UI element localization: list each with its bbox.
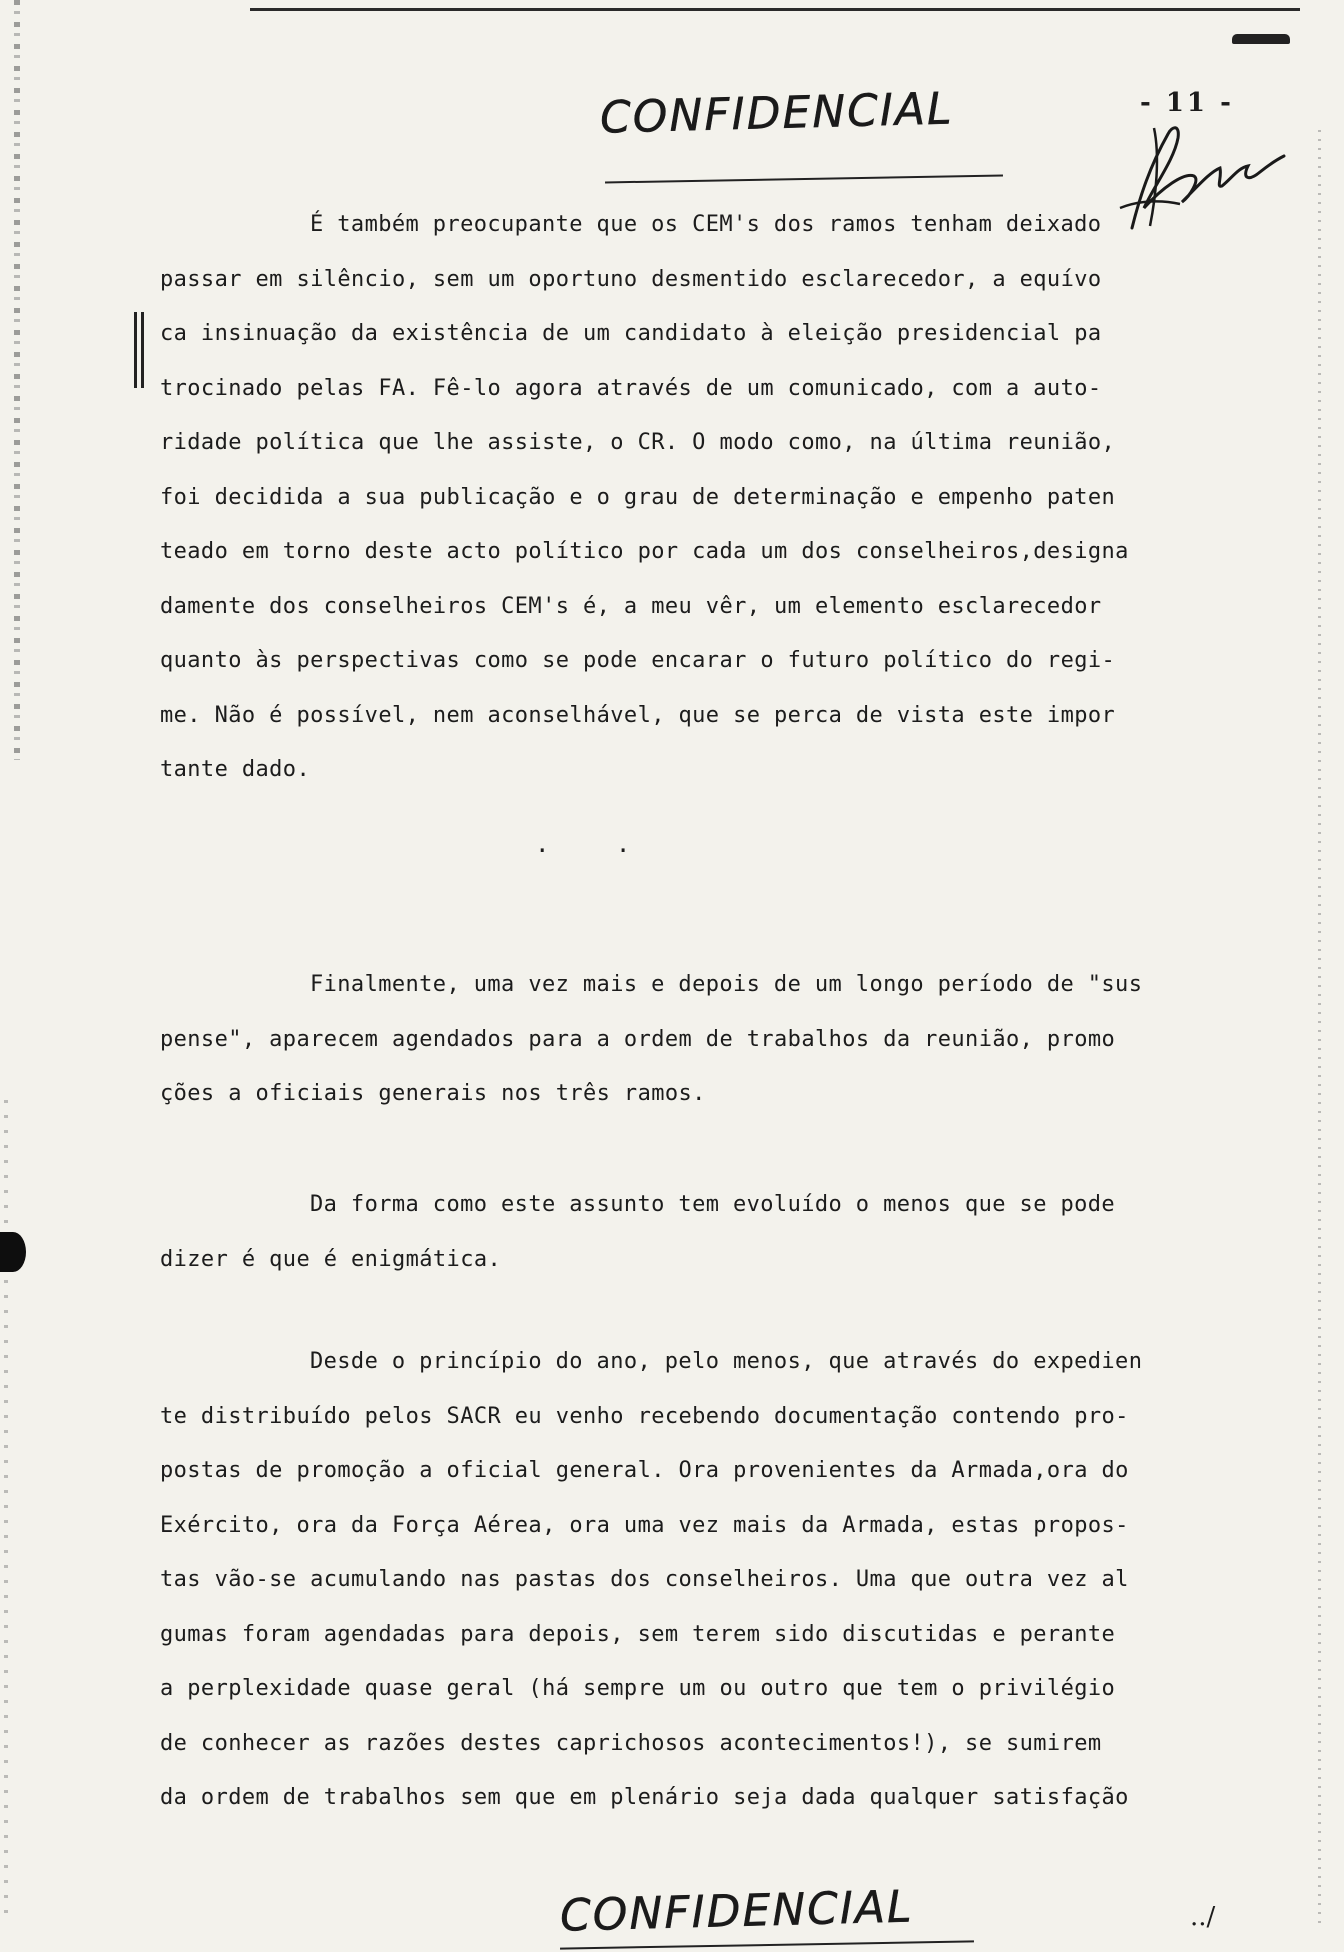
text-line: ções a oficiais generais nos três ramos. bbox=[160, 1081, 706, 1106]
continuation-mark: ../ bbox=[1190, 1902, 1216, 1932]
text-line: pense", aparecem agendados para a ordem de trabalhos da reunião, promo bbox=[160, 1026, 1116, 1052]
text-line: trocinado pelas FA. Fê-lo agora através de um comunicado, com a auto- bbox=[160, 375, 1102, 401]
paragraph-promotion-proposals bbox=[160, 1335, 1240, 1826]
text-line: me. Não é possível, nem aconselhável, que se perca de vista este impor bbox=[160, 702, 1116, 728]
text-line: quanto às perspectivas como se pode encarar o futuro político do regi- bbox=[160, 648, 1116, 673]
classification-stamp-top: CONFIDENCIAL bbox=[599, 83, 955, 144]
margin-mark-right bbox=[141, 312, 144, 388]
scan-blot bbox=[1232, 34, 1290, 44]
paragraph-promotions-agenda bbox=[160, 958, 1240, 1122]
classification-stamp-bottom: CONFIDENCIAL bbox=[559, 1881, 915, 1942]
section-separator: . . bbox=[535, 830, 657, 858]
paragraph-presidential-candidate bbox=[160, 198, 1240, 798]
page-number: - 11 - bbox=[1140, 88, 1234, 118]
text-line: Desde o princípio do ano, pelo menos, que através do expedien bbox=[310, 1349, 1143, 1374]
text-line: dizer é que é enigmática. bbox=[160, 1246, 502, 1272]
text-line: de conhecer as razões destes caprichosos acontecimentos!), se sumirem bbox=[160, 1730, 1102, 1756]
stamp-underline-bottom bbox=[560, 1940, 974, 1949]
text-line: gumas foram agendadas para depois, sem terem sido discutidas e perante bbox=[160, 1621, 1116, 1647]
scan-top-rule bbox=[250, 8, 1300, 11]
text-line: postas de promoção a oficial general. Ora provenientes da Armada,ora do bbox=[160, 1458, 1129, 1483]
text-line: a perplexidade quase geral (há sempre um ou outro que tem o privilégio bbox=[160, 1676, 1116, 1701]
text-line: da ordem de trabalhos sem que em plenário seja dada qualquer satisfação bbox=[160, 1785, 1129, 1810]
paragraph-enigmatic bbox=[160, 1178, 1240, 1287]
text-line: passar em silêncio, sem um oportuno desmentido esclarecedor, a equívo bbox=[160, 266, 1102, 292]
text-line: tante dado. bbox=[160, 757, 311, 782]
scan-right-edge bbox=[1318, 130, 1321, 1930]
text-line: É também preocupante que os CEM's dos ramos tenham deixado bbox=[310, 212, 1102, 237]
margin-mark-left bbox=[134, 312, 137, 388]
text-line: Exército, ora da Força Aérea, ora uma vez mais da Armada, estas propos- bbox=[160, 1512, 1129, 1538]
stamp-underline-top bbox=[605, 175, 1003, 184]
scan-left-edge bbox=[14, 0, 20, 760]
scan-left-edge-lower bbox=[4, 1100, 8, 1920]
text-line: ridade política que lhe assiste, o CR. O modo como, na última reunião, bbox=[160, 430, 1116, 455]
text-line: Finalmente, uma vez mais e depois de um longo período de "sus bbox=[310, 972, 1143, 997]
text-line: teado em torno deste acto político por cada um dos conselheiros,designa bbox=[160, 539, 1129, 564]
punch-hole bbox=[0, 1232, 26, 1272]
text-line: Da forma como este assunto tem evoluído o menos que se pode bbox=[310, 1192, 1116, 1217]
text-line: damente dos conselheiros CEM's é, a meu vêr, um elemento esclarecedor bbox=[160, 593, 1102, 619]
text-line: ca insinuação da existência de um candidato à eleição presidencial pa bbox=[160, 321, 1102, 346]
text-line: te distribuído pelos SACR eu venho recebendo documentação contendo pro- bbox=[160, 1403, 1129, 1429]
text-line: tas vão-se acumulando nas pastas dos conselheiros. Uma que outra vez al bbox=[160, 1567, 1129, 1592]
text-line: foi decidida a sua publicação e o grau de determinação e empenho paten bbox=[160, 484, 1116, 510]
